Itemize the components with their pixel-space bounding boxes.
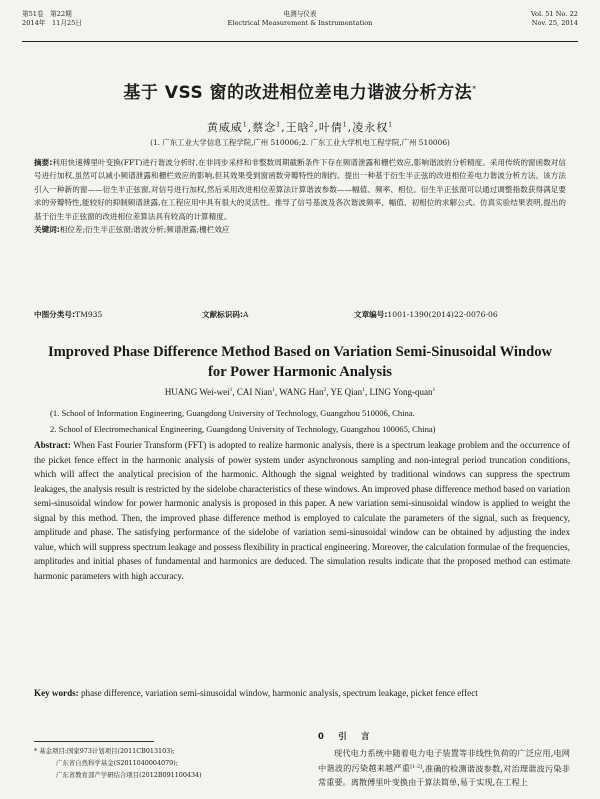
running-header <box>22 10 578 44</box>
article-label: 文章编号: <box>354 310 388 319</box>
intro-paragraph: 现代电力系统中随着电力电子装置等非线性负荷的广泛应用,电网中谐波的污染越来越严重 <box>318 748 570 774</box>
author-sup: 2 <box>323 387 327 393</box>
abstract-en-text: When Fast Fourier Transform (FFT) is adopted to realize harmonic analysis, there is a spectrum leakage problem and the occurrence of the picket fence effect in the harmonic analysis of power system under asynchronous sampling and non-integral period truncation conditions, which will affect the analytical precision of the harmonic. Although the signal weighted by traditional windows can suppress the spectrum leakages, the analysis result is restricted by the sidelobe characteristics of these windows. An improved phase difference method based on variation semi-sinusoidal window for power harmonic analysis is proposed in this paper. A new variation semi-sinusoidal window is applied to weight the signal by this method. Then, the improved phase difference method is employed to calculate the parameters of the signal, such as frequency, amplitude and phase. The satisfying performance of the sidelobe of variation semi-sinusoidal window can be obtained by adjusting the index value, which will suppress spectrum leakage and possess flexibility in practical engineering. Moreover, the calculation formulae of the frequencies, amplitudes and initial phases of fundamental and harmonics are deduced. The simulation results indicate that the proposed method can estimate harmonic parameters with high accuracy. <box>34 440 570 581</box>
author-cn: 蔡念 <box>252 121 277 134</box>
title-footnote-mark: * <box>472 84 477 94</box>
author-sup: 1 <box>432 387 436 393</box>
abstract-cn <box>34 156 566 236</box>
intro-citation: [1-2] <box>410 763 423 770</box>
header-center <box>22 10 578 28</box>
header-rule <box>22 41 578 42</box>
author-en: WANG Han <box>279 387 324 397</box>
doc-code <box>202 309 249 320</box>
keywords-cn-label: 关键词: <box>34 225 60 235</box>
author-sup: 1 <box>242 121 248 129</box>
doc-label: 文献标识码: <box>202 310 244 319</box>
affiliation-en-2: 2. School of Electromechanical Engineering, Guangdong University of Technology, Guangzhou 100065, China) <box>50 424 436 434</box>
author-en: HUANG Wei-wei <box>164 387 230 397</box>
volume-issue-en: Vol. 51 No. 22 <box>530 10 578 18</box>
author-en: YE Qian <box>330 387 363 397</box>
article-number <box>354 309 498 320</box>
affiliation-cn: (1. 广东工业大学信息工程学院,广州 510006;2. 广东工业大学机电工程学院,广州 510006) <box>150 138 450 147</box>
author-sup: 1 <box>272 387 275 393</box>
clc-label: 中图分类号: <box>34 310 76 319</box>
affiliation-en-1: (1. School of Information Engineering, Guangdong University of Technology, Guangzhou 510006, China. <box>50 408 415 418</box>
footnote-line: 广东省自然科学基金(S2011040004079); <box>56 759 178 767</box>
footnote-line: * 基金项目:国家973计划项目(2011CB013103); <box>34 747 175 755</box>
author-cn: 黄威威 <box>206 121 243 134</box>
article-value: 1001-1390(2014)22-0076-06 <box>387 310 498 319</box>
intro-heading: 0 引 言 <box>318 731 373 741</box>
intro-text <box>318 747 570 790</box>
keywords-en-label: Key words: <box>34 688 79 698</box>
authors-en: HUANG Wei-wei$^1$, CAI Nian$^1$, WANG Han$^2$, YE Qian$^1$, LING Yong-quan$^1$ <box>164 387 436 397</box>
title-en: Improved Phase Difference Method Based on Variation Semi-Sinusoidal Window for Power Harmonic Analysis <box>47 344 553 380</box>
journal-name-cn: 电测与仪表 <box>283 10 317 18</box>
author-sup: 1 <box>342 121 348 129</box>
keywords-en <box>34 686 570 700</box>
footnote-rule <box>34 741 154 742</box>
issue-date-en: Nov. 25, 2014 <box>531 19 578 27</box>
author-sup: 1 <box>276 121 282 129</box>
author-sup: 1 <box>362 387 365 393</box>
affiliations-en <box>50 405 570 437</box>
doc-value: A <box>243 310 249 319</box>
title-cn <box>0 78 600 103</box>
clc-value: TM935 <box>75 310 103 319</box>
author-cn: 王晗 <box>285 121 310 134</box>
author-sup: 2 <box>309 121 315 129</box>
header-right <box>531 10 578 28</box>
author-sup: 1 <box>388 121 394 129</box>
keywords-en-text: phase difference, variation semi-sinusoidal window, harmonic analysis, spectrum leakage, picket fence effect <box>81 688 478 698</box>
intro-paragraph-cont: ,准确的检测谐波参数,对治理谐波污染非常重要。离散傅里叶变换由于算法简单,易于实现,在工程上 <box>318 763 570 787</box>
title-cn-text: 基于 VSS 窗的改进相位差电力谐波分析方法 <box>123 83 473 103</box>
clc-number <box>34 309 102 320</box>
issue-date: 2014年 11月25日 <box>22 19 82 27</box>
author-sup: 1 <box>229 387 233 393</box>
journal-name-en: Electrical Measurement & Instrumentation <box>227 19 373 27</box>
volume-issue: 第51卷 第22期 <box>22 10 72 18</box>
author-cn: 凌永权 <box>352 121 389 134</box>
author-en: LING Yong-quan <box>369 387 433 397</box>
author-en: CAI Nian <box>236 387 273 397</box>
abstract-cn-text: 利用快速傅里叶变换(FFT)进行谐波分析时,在非同步采样和非整数周期截断条件下存在频谱泄露和栅栏效应,影响谐波的分析精度。采用传统的窗函数对信号进行加权,虽然可以减小频谱泄露和栅栏效应的影响,但其效果受到窗函数旁瓣特性的制约。提出一种基于衍生半正弦的改进相位差电力谐波分析方法。该方法引入一种新的窗——衍生半正弦窗,对信号进行加权,然后采用改进相位差算法计算谐波参数——幅值、频率、相位。衍生半正弦窗可以通过调整指数获得满足要求的旁瓣特性,能较好的抑制频谱泄露,在工程应用中具有很大的灵活性。推导了信号基波及各次谐波频率、幅值、初相位的求解公式。仿真实验结果表明,提出的基于衍生半正弦窗的改进相位差算法具有较高的计算精度。 <box>34 158 566 221</box>
footnote-line: 广东省教育部产学研结合项目(2012B091100434) <box>56 771 202 779</box>
authors-cn: 黄威威$^1$,蔡念$^1$,王晗$^2$,叶倩$^1$,凌永权$^1$ <box>206 121 394 134</box>
author-cn: 叶倩 <box>318 121 343 134</box>
abstract-cn-label: 摘要: <box>34 158 53 167</box>
abstract-en-label: Abstract: <box>34 440 71 450</box>
funding-footnote <box>34 745 294 781</box>
keywords-cn-text: 相位差;衍生半正弦窗;谐波分析;频谱泄露;栅栏效应 <box>59 225 230 235</box>
abstract-en <box>34 438 570 583</box>
